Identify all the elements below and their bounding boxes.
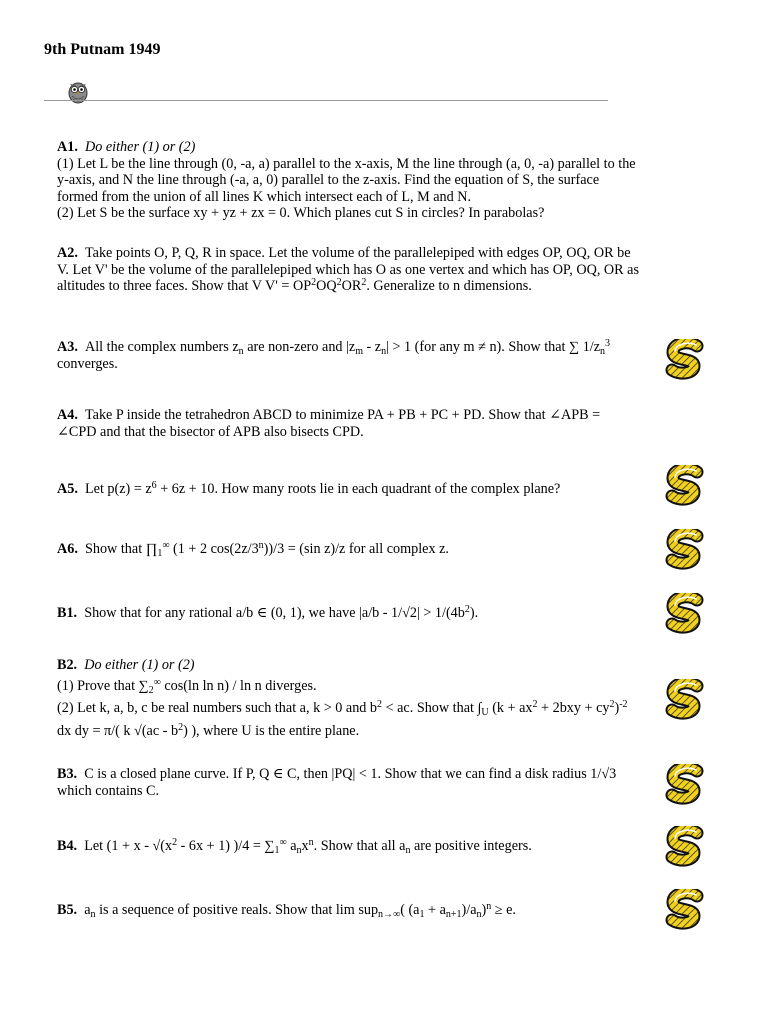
problem-b4: [57, 838, 642, 855]
problem-text: OQ: [316, 278, 337, 294]
problem-label: A3.: [57, 339, 78, 355]
document-title: 9th Putnam 1949: [44, 41, 161, 58]
problem-text: Show that for any rational a/b ∈ (0, 1), we have |a/b - 1/√2| > 1/(4b: [84, 605, 465, 621]
subscript: 1: [419, 909, 425, 920]
superscript: 2: [336, 277, 342, 288]
subscript: n: [381, 346, 387, 357]
superscript: 2: [178, 722, 184, 733]
problem-label: A4.: [57, 407, 78, 423]
problem-label: A6.: [57, 541, 78, 557]
problem-text: . Generalize to n dimensions.: [366, 278, 532, 294]
superscript: n: [308, 837, 314, 848]
superscript: 2: [609, 699, 615, 710]
subscript: n: [405, 845, 411, 856]
problem-part-1: (1) Let L be the line through (0, -a, a) parallel to the x-axis, M the line through (a, 0, -a) parallel to the y-axis, and N the line through (-a, a, 0) parallel to the z-axis. Find the equation of S, the surface formed from the union of all lines K which intersect each of L, M and N.: [57, 155, 636, 205]
subscript: 1: [157, 548, 163, 559]
superscript: 2: [311, 277, 317, 288]
subscript: n→∞: [378, 909, 401, 920]
problem-text: ).: [469, 605, 479, 621]
problem-part-2: (2) Let S be the surface xy + yz + zx = 0. Which planes cut S in circles? In parabolas?: [57, 205, 545, 221]
subscript: n+1: [445, 909, 462, 920]
header-rule: [44, 100, 608, 101]
subscript: n: [476, 909, 482, 920]
problem-text: x: [301, 838, 309, 854]
problem-text: ≥ e.: [491, 902, 516, 918]
problem-b3: [57, 766, 642, 799]
problem-a6: [57, 541, 642, 558]
problem-b1: [57, 605, 642, 622]
subscript: n: [90, 909, 96, 920]
subscript: 1: [274, 845, 280, 856]
problem-a5: [57, 481, 642, 498]
problem-intro: Do either (1) or (2): [84, 657, 195, 673]
superscript: 2: [532, 699, 538, 710]
problem-text: Show that ∏: [84, 541, 158, 557]
problem-text: . Show that all a: [313, 838, 406, 854]
problem-text: + a: [424, 902, 446, 918]
problem-text: ( (a: [400, 902, 420, 918]
problem-text: are non-zero and |z: [243, 339, 356, 355]
solution-s-icon[interactable]: [664, 889, 708, 931]
superscript: 6: [151, 480, 157, 491]
subscript: n: [296, 845, 302, 856]
problem-text: C is a closed plane curve. If P, Q ∈ C, then |PQ| < 1. Show that we can find a disk radius 1/√3 which contains C.: [57, 766, 617, 799]
problem-a1: [57, 139, 642, 222]
problem-text: is a sequence of positive reals. Show that lim sup: [95, 902, 379, 918]
problem-text: | > 1 (for any m ≠ n). Show that ∑ 1/z: [386, 339, 601, 355]
problem-label: B3.: [57, 766, 78, 782]
superscript: -2: [619, 699, 628, 710]
superscript: 2: [172, 837, 178, 848]
problem-text: ))/3 = (sin z)/z for all complex z.: [263, 541, 449, 557]
problem-intro: Do either (1) or (2): [84, 139, 196, 155]
problem-a2: [57, 245, 642, 295]
problem-text: Let (1 + x - √(x: [84, 838, 173, 854]
problem-label: B4.: [57, 838, 78, 854]
problem-text: (1) Prove that ∑: [57, 678, 149, 694]
problem-a3: [57, 339, 642, 372]
problem-text: a: [286, 838, 297, 854]
problem-text: Take points O, P, Q, R in space. Let the volume of the parallelepiped with edges OP, OQ, OR be V. Let V' be the volume of the parallelepiped which has O as one vertex and which has OP, OQ, OR as altitudes to three faces. Show that V V' = OP: [57, 245, 640, 294]
problem-text: ): [614, 700, 620, 716]
problem-text: OR: [341, 278, 362, 294]
problem-text: ) ), where U is the entire plane.: [183, 723, 360, 739]
superscript: n: [486, 901, 492, 912]
problem-text: )/a: [461, 902, 477, 918]
problem-part-1: [57, 676, 642, 697]
superscript: 2: [361, 277, 367, 288]
problem-text: + 2bxy + cy: [537, 700, 610, 716]
problem-text: < ac. Show that ∫: [382, 700, 482, 716]
subscript: m: [355, 346, 363, 357]
problem-text: converges.: [57, 355, 118, 372]
solution-s-icon[interactable]: [664, 764, 708, 806]
solution-s-icon[interactable]: [664, 339, 708, 381]
problem-b5: [57, 902, 642, 919]
problem-b2: [57, 655, 642, 743]
problem-text: - 6x + 1) )/4 = ∑: [177, 838, 275, 854]
subscript: U: [481, 707, 489, 718]
problem-label: A5.: [57, 481, 78, 497]
subscript: 2: [148, 685, 154, 696]
superscript: 2: [377, 699, 383, 710]
problem-text: (2) Let k, a, b, c be real numbers such that a, k > 0 and b: [57, 700, 378, 716]
problem-text: Let p(z) = z: [84, 481, 152, 497]
problem-text: (k + ax: [488, 700, 533, 716]
subscript: n: [600, 346, 606, 357]
solution-s-icon[interactable]: [664, 679, 708, 721]
problem-label: B5.: [57, 902, 78, 918]
problem-text: - z: [362, 339, 382, 355]
solution-s-icon[interactable]: [664, 529, 708, 571]
superscript: ∞: [153, 677, 161, 688]
problem-text: a: [84, 902, 91, 918]
problem-label: A2.: [57, 245, 78, 261]
solution-s-icon[interactable]: [664, 826, 708, 868]
problem-text: cos(ln ln n) / ln n diverges.: [160, 678, 317, 694]
problem-text: ): [481, 902, 487, 918]
subscript: n: [238, 346, 244, 357]
problem-text: Take P inside the tetrahedron ABCD to minimize PA + PB + PC + PD. Show that ∠APB = ∠CPD and that the bisector of APB also bisects CPD.: [57, 407, 601, 440]
superscript: n: [258, 540, 264, 551]
problem-text: (1 + 2 cos(2z/3: [169, 541, 259, 557]
problem-label: B1.: [57, 605, 78, 621]
superscript: ∞: [279, 837, 287, 848]
problem-text: All the complex numbers z: [84, 339, 239, 355]
problem-text: dx dy = π/( k √(ac - b: [57, 723, 179, 739]
problem-text: + 6z + 10. How many roots lie in each quadrant of the complex plane?: [156, 481, 561, 497]
superscript: 2: [464, 604, 470, 615]
problem-label: A1.: [57, 139, 78, 155]
superscript: 3: [605, 338, 611, 349]
problem-a4: [57, 407, 642, 440]
problem-part-2: [57, 697, 642, 743]
solution-s-icon[interactable]: [664, 465, 708, 507]
superscript: ∞: [162, 540, 170, 551]
problem-text: are positive integers.: [410, 838, 532, 854]
problem-label: B2.: [57, 657, 78, 673]
solution-s-icon[interactable]: [664, 593, 708, 635]
